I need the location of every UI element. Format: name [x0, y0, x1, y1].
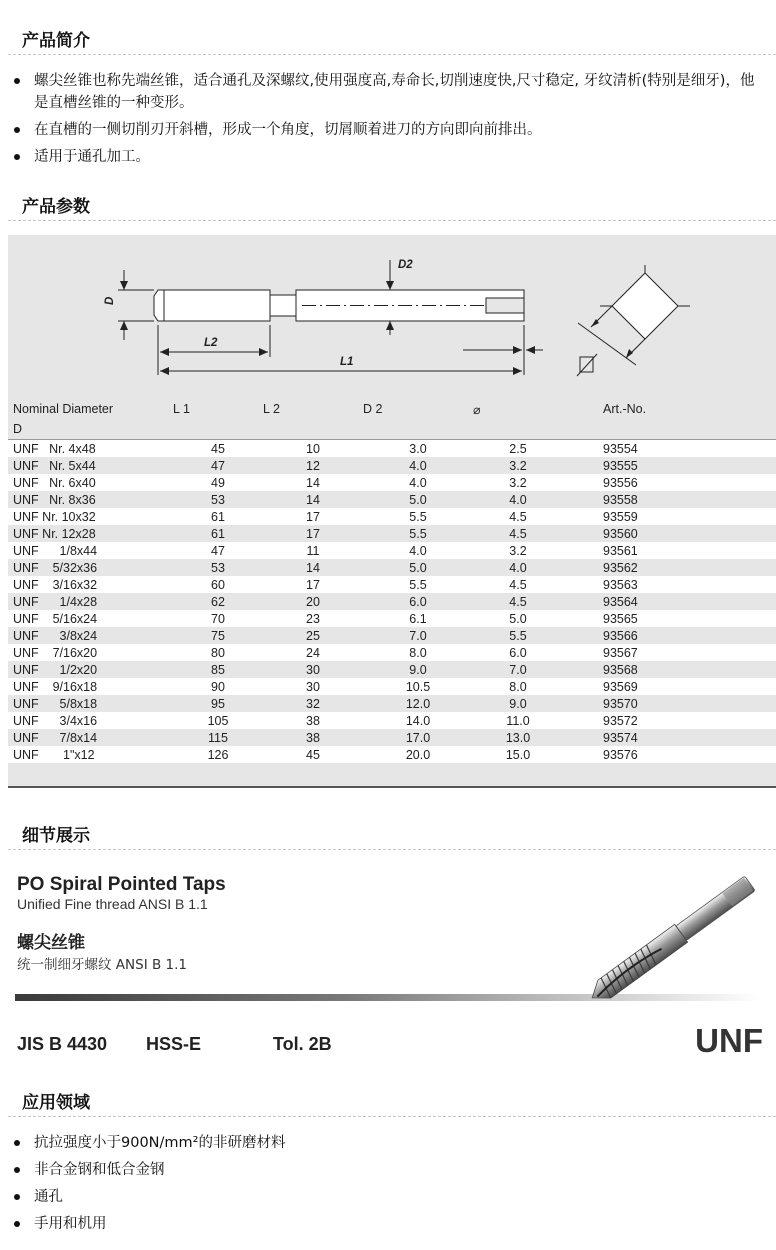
list-item-text: 螺尖丝锥也称先端丝锥，适合通孔及深螺纹,使用强度高,寿命长,切削速度快,尺寸稳定, 牙纹清析(特别是细牙)，他是直槽丝锥的一种变形。 — [34, 73, 755, 111]
product-subtitle-cn: 统一制细牙螺纹 ANSI B 1.1 — [17, 957, 187, 973]
cell-square: 3.2 — [509, 458, 527, 473]
cell-l1: 47 — [211, 543, 225, 558]
label-d2: D2 — [398, 259, 413, 271]
cell-d2: 5.0 — [409, 560, 427, 575]
cell-art: 93558 — [603, 492, 638, 507]
cell-square: 3.2 — [509, 543, 527, 558]
cell-nominal: UNF Nr. 12x28 — [13, 526, 96, 541]
col-nominal-d-header: D — [13, 422, 23, 436]
cell-l2: 12 — [306, 458, 320, 473]
cell-nominal: UNF 3/8x24 — [13, 628, 98, 643]
cell-square: 4.5 — [509, 509, 527, 524]
table-row — [8, 457, 776, 474]
list-item — [0, 119, 776, 141]
cell-square: 4.5 — [509, 577, 527, 592]
application-list — [0, 1132, 776, 1240]
table-bottom-rule — [8, 786, 776, 788]
bullet-icon — [14, 154, 20, 160]
cell-l2: 32 — [306, 696, 320, 711]
intro-list — [0, 70, 776, 173]
cell-d2: 17.0 — [405, 730, 431, 745]
cell-nominal: UNF 5/32x36 — [13, 560, 98, 575]
spec-table-body — [8, 440, 776, 764]
cell-l1: 75 — [211, 628, 225, 643]
list-item — [0, 70, 776, 114]
cell-l1: 53 — [211, 560, 225, 575]
cell-d2: 20.0 — [405, 747, 431, 762]
cell-square: 3.2 — [509, 475, 527, 490]
cell-d2: 10.5 — [405, 679, 431, 694]
tap-dimension-drawing — [8, 235, 776, 395]
label-d: D — [104, 296, 116, 305]
cell-art: 93555 — [603, 458, 638, 473]
cell-d2: 4.0 — [409, 475, 427, 490]
list-item-text: 通孔 — [34, 1189, 63, 1205]
cell-d2: 12.0 — [405, 696, 431, 711]
list-item — [0, 1132, 776, 1154]
cell-d2: 3.0 — [409, 441, 427, 456]
cell-l1: 45 — [211, 441, 225, 456]
cell-art: 93569 — [603, 679, 638, 694]
cell-art: 93567 — [603, 645, 638, 660]
cell-l1: 95 — [211, 696, 225, 711]
cell-l1: 49 — [211, 475, 225, 490]
table-row — [8, 746, 776, 763]
spec-table — [8, 399, 776, 763]
cell-square: 7.0 — [509, 662, 527, 677]
params-section-header — [0, 188, 776, 222]
cell-art: 93570 — [603, 696, 638, 711]
material-label: HSS-E — [146, 1034, 202, 1054]
col-l1-header: L 1 — [173, 402, 190, 416]
cell-l2: 25 — [306, 628, 320, 643]
section-divider — [8, 849, 776, 850]
cell-d2: 14.0 — [405, 713, 431, 728]
cell-nominal: UNF Nr. 6x40 — [13, 475, 96, 490]
cell-l1: 61 — [211, 509, 225, 524]
cell-d2: 4.0 — [409, 543, 427, 558]
details-title: 细节展示 — [22, 826, 90, 846]
section-divider — [8, 54, 776, 55]
table-row — [8, 678, 776, 695]
bullet-icon — [14, 1221, 20, 1227]
list-item — [0, 1186, 776, 1208]
cell-art: 93572 — [603, 713, 638, 728]
cell-nominal: UNF 1/8x44 — [13, 543, 98, 558]
table-row — [8, 695, 776, 712]
section-divider — [8, 220, 776, 221]
cell-l2: 20 — [306, 594, 320, 609]
cell-l1: 53 — [211, 492, 225, 507]
cell-d2: 5.0 — [409, 492, 427, 507]
cell-square: 5.5 — [509, 628, 527, 643]
table-row — [8, 627, 776, 644]
cell-nominal: UNF 3/4x16 — [13, 713, 98, 728]
cell-l2: 24 — [306, 645, 320, 660]
list-item-text: 适用于通孔加工。 — [34, 149, 150, 165]
cell-l1: 126 — [207, 747, 229, 762]
cell-nominal: UNF 1/4x28 — [13, 594, 98, 609]
cell-nominal: UNF Nr. 4x48 — [13, 441, 96, 456]
cell-nominal: UNF 1/2x20 — [13, 662, 98, 677]
cell-nominal: UNF 7/16x20 — [13, 645, 98, 660]
cell-art: 93564 — [603, 594, 638, 609]
label-l1: L1 — [340, 356, 354, 368]
bullet-icon — [14, 127, 20, 133]
application-section-header — [0, 1084, 776, 1118]
cell-l2: 30 — [306, 662, 320, 677]
cell-l2: 45 — [306, 747, 320, 762]
cell-art: 93574 — [603, 730, 638, 745]
cell-d2: 6.1 — [409, 611, 427, 626]
tolerance-label: Tol. 2B — [273, 1034, 332, 1054]
cell-art: 93566 — [603, 628, 638, 643]
table-row — [8, 593, 776, 610]
cell-square: 8.0 — [509, 679, 527, 694]
cell-nominal: UNF 5/16x24 — [13, 611, 98, 626]
table-row — [8, 661, 776, 678]
cell-nominal: UNF 1"x12 — [13, 747, 95, 762]
list-item — [0, 1159, 776, 1181]
cell-art: 93561 — [603, 543, 638, 558]
cell-art: 93563 — [603, 577, 638, 592]
cell-l2: 30 — [306, 679, 320, 694]
table-row — [8, 712, 776, 729]
cell-l1: 80 — [211, 645, 225, 660]
bullet-icon — [14, 1167, 20, 1173]
cell-d2: 8.0 — [409, 645, 427, 660]
list-item — [0, 1213, 776, 1235]
cell-art: 93560 — [603, 526, 638, 541]
cell-l2: 23 — [306, 611, 320, 626]
standard-label: JIS B 4430 — [17, 1034, 108, 1054]
product-subtitle-en: Unified Fine thread ANSI B 1.1 — [17, 896, 208, 912]
cell-l1: 85 — [211, 662, 225, 677]
table-row — [8, 644, 776, 661]
col-square-header: ⌀ — [473, 403, 481, 417]
cell-art: 93565 — [603, 611, 638, 626]
cell-d2: 7.0 — [409, 628, 427, 643]
table-row — [8, 542, 776, 559]
cell-l2: 11 — [306, 543, 320, 558]
product-title-cn: 螺尖丝锥 — [17, 933, 85, 953]
cell-l2: 38 — [306, 713, 320, 728]
table-row — [8, 610, 776, 627]
cell-l1: 90 — [211, 679, 225, 694]
cell-square: 2.5 — [509, 441, 527, 456]
cell-d2: 5.5 — [409, 509, 427, 524]
cell-l2: 17 — [306, 526, 320, 541]
bullet-icon — [14, 1140, 20, 1146]
cell-square: 6.0 — [509, 645, 527, 660]
spec-panel — [8, 235, 776, 788]
col-nominal-header: Nominal Diameter — [13, 402, 114, 416]
label-l2: L2 — [204, 337, 218, 349]
cell-d2: 9.0 — [409, 662, 427, 677]
col-art-header: Art.-No. — [603, 402, 647, 416]
table-row — [8, 576, 776, 593]
cell-l2: 17 — [306, 509, 320, 524]
product-title-en: PO Spiral Pointed Taps — [17, 874, 226, 895]
cell-l1: 115 — [208, 730, 228, 745]
thread-type-label: UNF — [695, 1022, 763, 1059]
table-row — [8, 525, 776, 542]
application-title: 应用领域 — [22, 1093, 90, 1113]
cell-nominal: UNF Nr. 10x32 — [13, 509, 96, 524]
list-item-text: 手用和机用 — [34, 1216, 107, 1232]
cell-l2: 10 — [306, 441, 320, 456]
cell-square: 4.0 — [509, 560, 527, 575]
bullet-icon — [14, 1194, 20, 1200]
table-row — [8, 474, 776, 491]
cell-square: 13.0 — [505, 730, 531, 745]
cell-nominal: UNF 7/8x14 — [13, 730, 98, 745]
cell-art: 93559 — [603, 509, 638, 524]
cell-l2: 14 — [306, 492, 320, 507]
list-item — [0, 146, 776, 168]
cell-l2: 14 — [306, 475, 320, 490]
cell-art: 93556 — [603, 475, 638, 490]
col-l2-header: L 2 — [263, 402, 280, 416]
cell-l1: 62 — [211, 594, 225, 609]
cell-square: 5.0 — [509, 611, 527, 626]
cell-d2: 6.0 — [409, 594, 427, 609]
cell-l1: 61 — [211, 526, 225, 541]
cell-square: 15.0 — [505, 747, 531, 762]
cell-square: 11.0 — [506, 713, 530, 728]
bullet-icon — [14, 78, 20, 84]
cell-square: 4.5 — [509, 594, 527, 609]
intro-title: 产品简介 — [22, 31, 90, 51]
product-banner — [0, 860, 776, 1070]
details-section-header — [0, 817, 776, 851]
table-row — [8, 491, 776, 508]
table-row — [8, 440, 776, 458]
cell-square: 4.0 — [509, 492, 527, 507]
cell-square: 9.0 — [509, 696, 527, 711]
cell-l1: 105 — [207, 713, 229, 728]
table-row — [8, 729, 776, 746]
cell-square: 4.5 — [509, 526, 527, 541]
params-title: 产品参数 — [22, 197, 90, 217]
cell-nominal: UNF 5/8x18 — [13, 696, 98, 711]
cell-art: 93554 — [603, 441, 638, 456]
intro-section-header — [0, 22, 776, 56]
cell-nominal: UNF 9/16x18 — [13, 679, 98, 694]
cell-d2: 4.0 — [409, 458, 427, 473]
section-divider — [8, 1116, 776, 1117]
cell-l1: 47 — [211, 458, 225, 473]
cell-l2: 14 — [306, 560, 320, 575]
tap-image — [560, 870, 775, 1020]
cell-art: 93576 — [603, 747, 638, 762]
cell-nominal: UNF 3/16x32 — [13, 577, 98, 592]
table-row — [8, 508, 776, 525]
cell-art: 93568 — [603, 662, 638, 677]
list-item-text: 抗拉强度小于900N/mm²的非研磨材料 — [34, 1135, 286, 1151]
cell-art: 93562 — [603, 560, 638, 575]
cell-l1: 70 — [211, 611, 225, 626]
list-item-text: 非合金钢和低合金钢 — [34, 1162, 165, 1178]
cell-d2: 5.5 — [409, 526, 427, 541]
table-row — [8, 559, 776, 576]
cell-nominal: UNF Nr. 5x44 — [13, 458, 96, 473]
cell-nominal: UNF Nr. 8x36 — [13, 492, 96, 507]
cell-l2: 17 — [306, 577, 320, 592]
cell-l2: 38 — [306, 730, 320, 745]
list-item-text: 在直槽的一侧切削刃开斜槽，形成一个角度，切屑顺着进刀的方向即向前排出。 — [34, 122, 542, 138]
cell-d2: 5.5 — [409, 577, 427, 592]
col-d2-header: D 2 — [363, 402, 383, 416]
cell-l1: 60 — [211, 577, 225, 592]
